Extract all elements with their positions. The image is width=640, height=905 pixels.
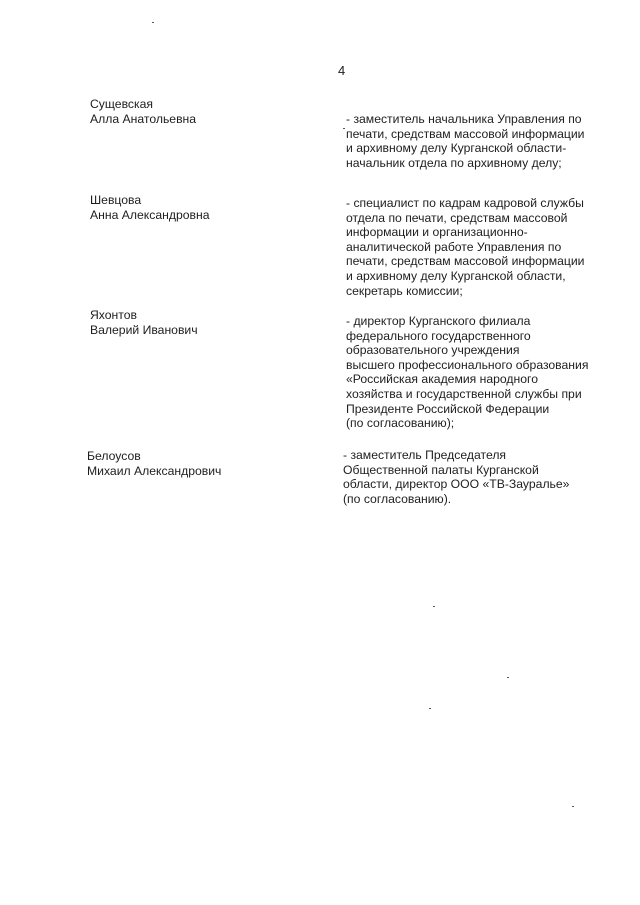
scan-speck — [152, 22, 154, 23]
member-role: - директор Курганского филиала федерального государственного образовательного учреждения высшего профессионального образования «Российская академия народного хозяйства и государственной службы при Президенте Российской Федерации (по согласованию); — [346, 314, 589, 431]
member-role: - заместитель Председателя Общественной палаты Курганской области, директор ООО «ТВ-Зауралье» (по согласованию). — [343, 448, 570, 506]
member-name: Сущевская Алла Анатольевна — [90, 97, 197, 126]
member-name: Шевцова Анна Александровна — [90, 193, 210, 222]
scan-speck — [343, 128, 345, 129]
member-role: - специалист по кадрам кадровой службы отдела по печати, средствам массовой информации и организационно- аналитической работе Управления по печати, средствам массовой информации и архивному делу Курганской области, секретарь комиссии; — [346, 196, 585, 298]
scan-speck — [572, 806, 574, 807]
page-number: 4 — [338, 63, 346, 78]
member-role: - заместитель начальника Управления по печати, средствам массовой информации и архивному делу Курганской области- начальник отдела по архивному делу; — [346, 112, 585, 170]
scan-speck — [507, 677, 509, 678]
scan-speck — [433, 606, 435, 607]
scan-speck — [429, 708, 431, 709]
member-name: Яхонтов Валерий Иванович — [90, 308, 198, 337]
member-name: Белоусов Михаил Александрович — [87, 449, 222, 478]
